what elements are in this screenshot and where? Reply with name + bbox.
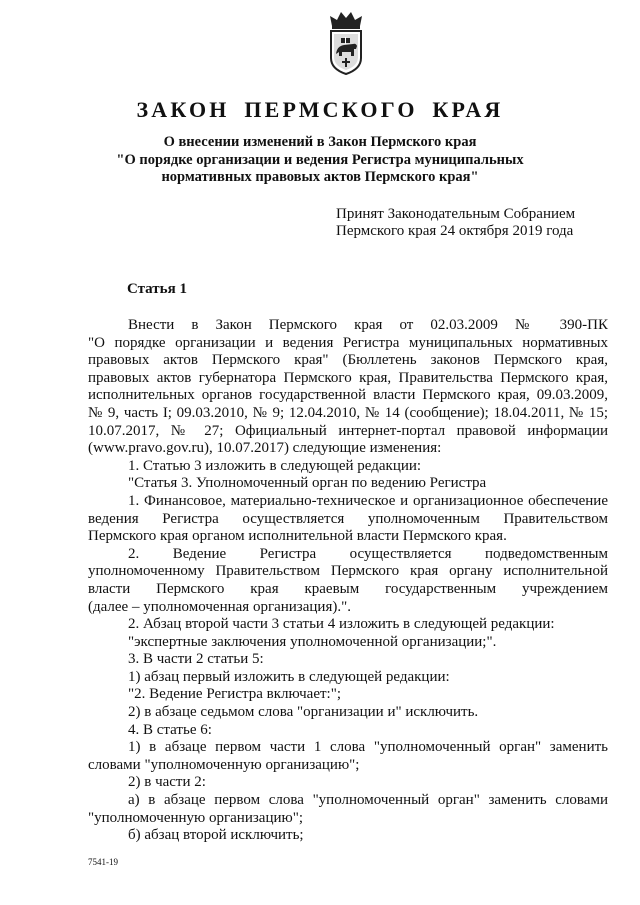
body-line: ведения Регистра осуществляется уполномоченным Правительством (88, 510, 608, 527)
body-line: 4. В статье 6: (128, 721, 212, 738)
body-line: "экспертные заключения уполномоченной организации;". (128, 633, 497, 650)
article-heading: Статья 1 (127, 281, 187, 297)
body-line: 1. Финансовое, материально-техническое и организационное обеспечение (128, 492, 608, 509)
body-line: 1. Статью 3 изложить в следующей редакции: (128, 457, 422, 474)
document-number: 7541-19 (88, 857, 118, 867)
document-title: ЗАКОН ПЕРМСКОГО КРАЯ (136, 97, 504, 122)
body-line: "О порядке организации и ведения Регистра муниципальных нормативных (88, 334, 608, 351)
subtitle-line: "О порядке организации и ведения Регистра муниципальных (116, 151, 524, 168)
body-line: Пермского края органом исполнительной власти Пермского края. (88, 528, 507, 545)
body-line: 2) в абзаце седьмом слова "организации и" исключить. (128, 704, 479, 721)
body-line: (www.pravo.gov.ru), 10.07.2017) следующие изменения: (88, 440, 442, 457)
body-line: 10.07.2017, № 27; Официальный интернет-портал правовой информации (88, 422, 608, 439)
adoption-line: Принят Законодательным Собранием (336, 206, 576, 222)
body-line: "уполномоченную организацию"; (88, 809, 303, 826)
body-line: правовых актов Пермского края" (Бюллетень законов Пермского края, (88, 352, 608, 369)
body-line: (далее – уполномоченная организация).". (88, 598, 351, 615)
body-line: 2. Ведение Регистра осуществляется подведомственным (128, 545, 608, 562)
body-line: словами "уполномоченную организацию"; (88, 756, 360, 773)
body-line: 3. В части 2 статьи 5: (128, 651, 264, 668)
body-line: правовых актов губернатора Пермского края, Правительства Пермского края, (88, 369, 608, 386)
body-line: б) абзац второй исключить; (128, 827, 304, 844)
body-line: Внести в Закон Пермского края от 02.03.2009 № 390-ПК (128, 317, 608, 333)
body-line: власти Пермского края краевым государственным учреждением (88, 580, 608, 597)
body-line: а) в абзаце первом слова "уполномоченный орган" заменить словами (128, 792, 608, 809)
adoption-note (336, 206, 575, 240)
adoption-line: Пермского края 24 октября 2019 года (336, 223, 574, 239)
body-line: исполнительных органов государственной власти Пермского края, 09.03.2009, (88, 387, 608, 404)
subtitle-line: нормативных правовых актов Пермского края" (161, 169, 479, 185)
coat-of-arms-icon (322, 8, 370, 76)
body-line: "2. Ведение Регистра включает:"; (128, 686, 341, 703)
body-line: № 9, часть I; 09.03.2010, № 9; 12.04.2010, № 14 (сообщение); 18.04.2011, № 15; (88, 404, 608, 421)
body-line: 1) в абзаце первом части 1 слова "уполномоченный орган" заменить (128, 739, 608, 756)
body-line: уполномоченному Правительством Пермского края органу исполнительной (88, 563, 608, 580)
body-line: 1) абзац первый изложить в следующей редакции: (128, 668, 450, 685)
body-line: 2) в части 2: (128, 774, 206, 791)
article-body (88, 317, 608, 845)
subtitle-line: О внесении изменений в Закон Пермского края (163, 134, 477, 150)
body-line: 2. Абзац второй части 3 статьи 4 изложить в следующей редакции: (128, 616, 555, 633)
document-subtitle (100, 134, 540, 187)
body-line: "Статья 3. Уполномоченный орган по ведению Регистра (128, 475, 487, 492)
